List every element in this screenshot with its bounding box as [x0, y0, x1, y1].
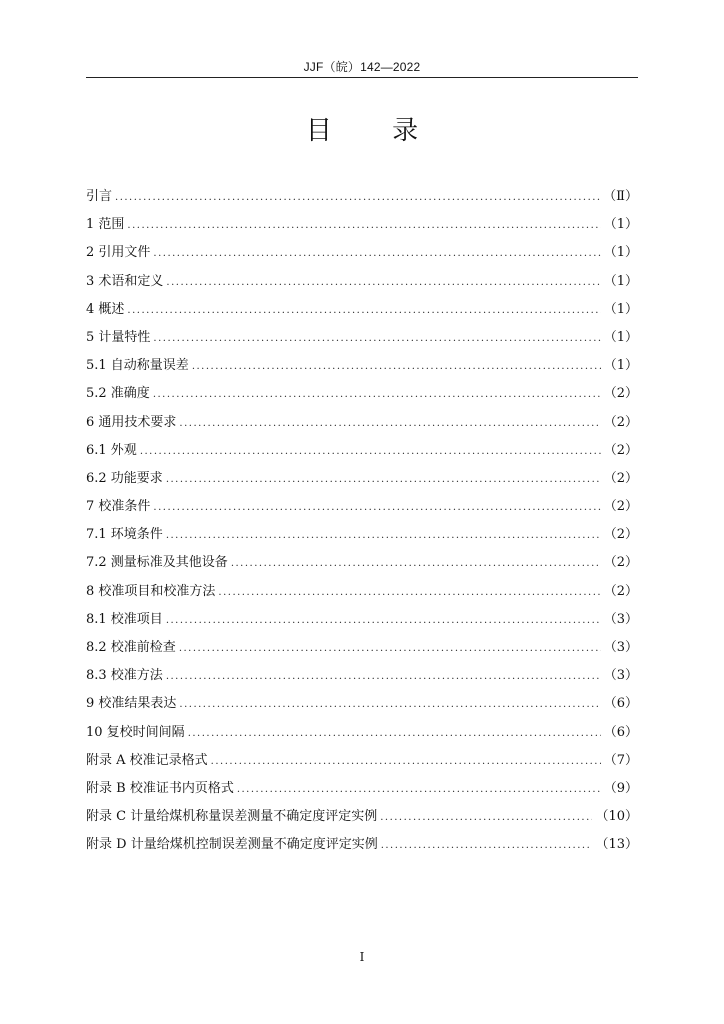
toc-leader-dots	[153, 325, 600, 353]
toc-entry-label: 附录 A 校准记录格式	[86, 752, 208, 768]
toc-entry-label: 4 概述	[86, 301, 125, 317]
toc-entry-page: （2）	[603, 583, 638, 599]
toc-entry-page: （1）	[603, 245, 638, 261]
toc-entry-label: 引言	[86, 189, 113, 204]
toc-entry[interactable]	[86, 183, 638, 211]
toc-entry[interactable]	[86, 239, 638, 267]
toc-entry-label: 8.1 校准项目	[86, 611, 163, 627]
toc-leader-dots	[166, 466, 601, 494]
toc-entry-page: （2）	[603, 470, 638, 486]
toc-entry-label: 附录 D 计量给煤机控制误差测量不确定度评定实例	[86, 837, 378, 853]
toc-leader-dots	[153, 494, 600, 522]
toc-entry-page: （3）	[603, 640, 638, 655]
toc-leader-dots	[211, 748, 601, 776]
toc-entry[interactable]	[86, 465, 638, 493]
toc-entry-page: （6）	[603, 724, 638, 740]
toc-leader-dots	[179, 635, 601, 663]
toc-entry-label: 8.2 校准前检查	[86, 640, 176, 655]
toc-entry[interactable]	[86, 662, 638, 690]
toc-leader-dots	[166, 663, 601, 691]
toc-entry[interactable]	[86, 775, 638, 803]
toc-entry[interactable]	[86, 352, 638, 380]
toc-leader-dots	[166, 269, 600, 297]
toc-entry[interactable]	[86, 521, 638, 549]
toc-leader-dots	[166, 522, 601, 550]
toc-entry-label: 6.2 功能要求	[86, 470, 163, 486]
toc-entry-page: （3）	[603, 668, 638, 684]
toc-entry-page: （2）	[603, 555, 638, 571]
toc-leader-dots	[166, 607, 601, 635]
toc-entry-page: （2）	[603, 386, 638, 402]
toc-entry-page: （6）	[603, 696, 638, 712]
toc-entry[interactable]	[86, 437, 638, 465]
toc-entry[interactable]	[86, 831, 638, 859]
toc-entry[interactable]	[86, 634, 638, 662]
toc-entry-page: （10）	[595, 809, 638, 825]
toc-entry-label: 附录 B 校准证书内页格式	[86, 780, 234, 796]
toc-entry[interactable]	[86, 803, 638, 831]
toc-entry[interactable]	[86, 211, 638, 239]
toc-entry[interactable]	[86, 606, 638, 634]
toc-entry[interactable]	[86, 719, 638, 747]
page-title: 目 录	[305, 116, 445, 146]
toc-leader-dots	[127, 212, 600, 240]
header-divider	[86, 77, 638, 78]
toc-entry-label: 6.1 外观	[86, 442, 137, 458]
toc-entry[interactable]	[86, 493, 638, 521]
toc-entry[interactable]	[86, 549, 638, 577]
toc-entry-label: 5 计量特性	[86, 329, 151, 345]
toc-leader-dots	[380, 804, 592, 832]
toc-entry-page: （2）	[603, 527, 638, 543]
table-of-contents	[86, 183, 638, 860]
toc-leader-dots	[127, 297, 600, 325]
toc-entry-label: 8.3 校准方法	[86, 668, 163, 684]
toc-entry-page: （2）	[603, 414, 638, 430]
running-header: JJF（皖）142—2022	[303, 60, 421, 74]
toc-entry-label: 7 校准条件	[86, 499, 151, 515]
toc-leader-dots	[153, 381, 601, 409]
toc-entry-label: 8 校准项目和校准方法	[86, 583, 216, 599]
toc-entry-page: （1）	[603, 217, 638, 233]
toc-entry-page: （2）	[603, 499, 638, 515]
toc-entry-label: 7.1 环境条件	[86, 527, 163, 543]
toc-entry-label: 9 校准结果表达	[86, 696, 177, 712]
toc-entry-page: （1）	[603, 329, 638, 345]
toc-leader-dots	[140, 438, 601, 466]
toc-entry-page: （9）	[603, 780, 638, 796]
toc-entry[interactable]	[86, 690, 638, 718]
toc-entry-page: （Ⅱ）	[603, 189, 638, 204]
toc-leader-dots	[192, 353, 601, 381]
toc-entry-label: 3 术语和定义	[86, 273, 164, 289]
toc-entry-page: （3）	[603, 611, 638, 627]
toc-entry[interactable]	[86, 747, 638, 775]
toc-entry[interactable]	[86, 296, 638, 324]
toc-entry[interactable]	[86, 409, 638, 437]
toc-entry-label: 5.1 自动称量误差	[86, 358, 189, 374]
toc-entry-label: 2 引用文件	[86, 245, 151, 261]
toc-entry[interactable]	[86, 380, 638, 408]
toc-entry-page: （1）	[603, 273, 638, 289]
toc-entry-label: 1 范围	[86, 217, 125, 233]
toc-leader-dots	[218, 579, 600, 607]
toc-entry-page: （1）	[603, 301, 638, 317]
toc-entry[interactable]	[86, 268, 638, 296]
toc-entry-label: 5.2 准确度	[86, 386, 150, 402]
toc-leader-dots	[179, 410, 600, 438]
toc-entry-label: 10 复校时间间隔	[86, 724, 185, 740]
toc-leader-dots	[237, 776, 601, 804]
toc-leader-dots	[115, 184, 600, 212]
toc-entry-page: （7）	[603, 752, 638, 768]
toc-leader-dots	[231, 550, 601, 578]
toc-entry-label: 附录 C 计量给煤机称量误差测量不确定度评定实例	[86, 809, 378, 825]
toc-entry-label: 7.2 测量标准及其他设备	[86, 555, 228, 571]
toc-entry-label: 6 通用技术要求	[86, 414, 177, 430]
toc-leader-dots	[153, 240, 600, 268]
toc-entry[interactable]	[86, 578, 638, 606]
toc-entry-page: （13）	[595, 837, 638, 853]
page-number: I	[359, 950, 365, 964]
toc-entry-page: （1）	[603, 358, 638, 374]
toc-entry[interactable]	[86, 324, 638, 352]
toc-leader-dots	[381, 832, 593, 860]
toc-leader-dots	[188, 720, 601, 748]
toc-leader-dots	[179, 691, 600, 719]
toc-entry-page: （2）	[603, 442, 638, 458]
